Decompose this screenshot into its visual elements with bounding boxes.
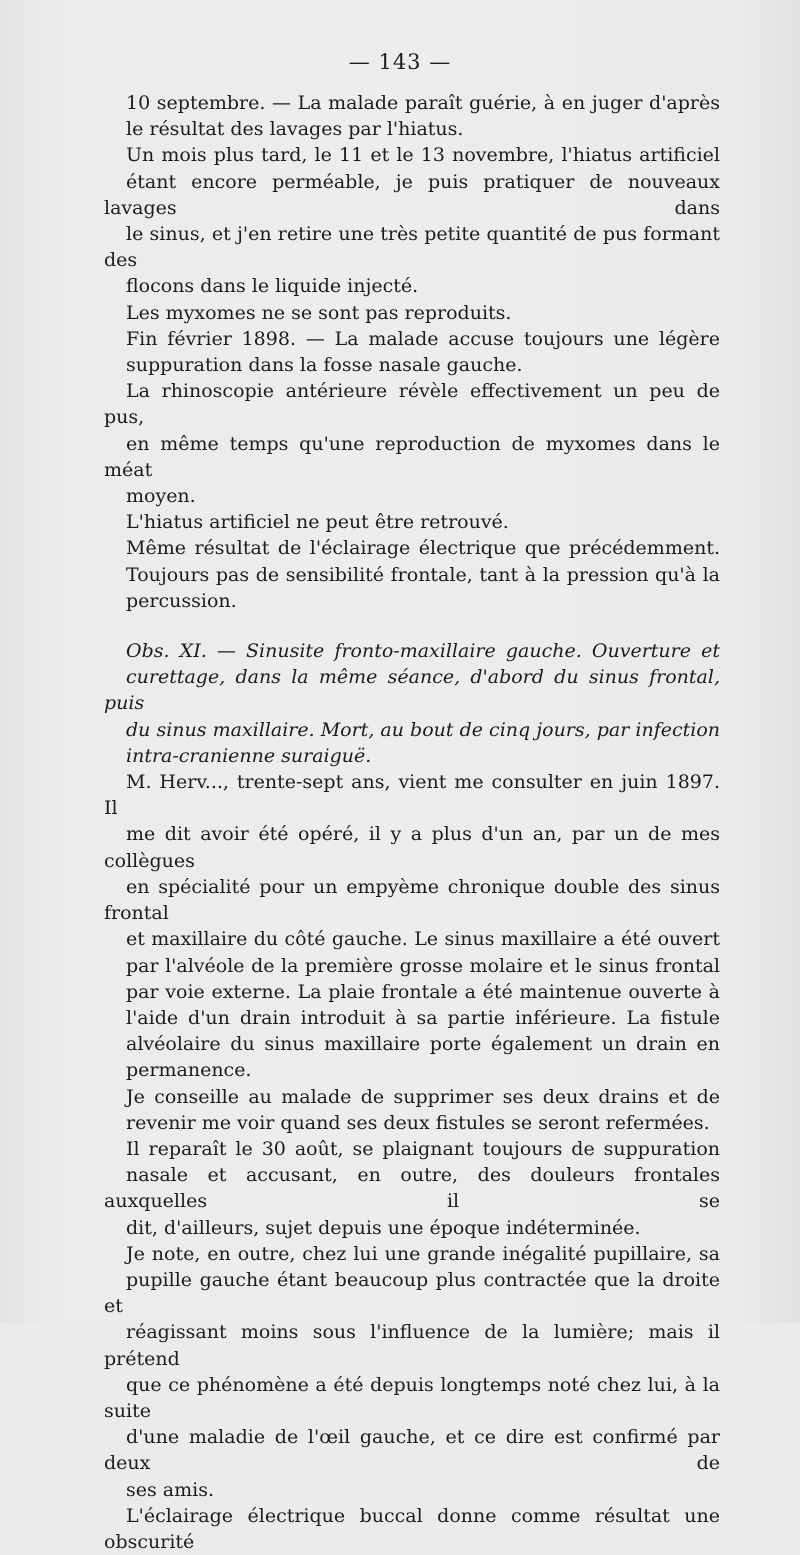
paragraph-eclairage-buccal <box>104 1503 720 1555</box>
text-line: en même temps qu'une reproduction de myxomes dans le méat <box>104 432 720 481</box>
paragraph-rhinoscopie <box>104 378 720 509</box>
text-line: Les myxomes ne se sont pas reproduits. <box>126 301 512 324</box>
text-line: percussion. <box>126 589 237 612</box>
text-line: flocons dans le liquide injecté. <box>126 275 419 298</box>
text-line: l'aide d'un drain introduit à sa partie inférieure. La fistule <box>126 1006 720 1029</box>
paragraph-m-herv <box>104 769 720 1083</box>
text-line: me dit avoir été opéré, il y a plus d'un an, par un de mes collègues <box>104 823 720 872</box>
text-line: M. Herv..., trente-sept ans, vient me consulter en juin 1897. Il <box>104 771 720 820</box>
text-line: par l'alvéole de la première grosse molaire et le sinus frontal <box>126 954 720 977</box>
paragraph-fin-fevrier <box>104 326 720 378</box>
text-line: réagissant moins sous l'influence de la lumière; mais il prétend <box>104 1321 720 1370</box>
paragraph-30-aout <box>104 1136 720 1241</box>
text-line: Je note, en outre, chez lui une grande inégalité pupillaire, sa <box>126 1242 720 1265</box>
text-line: que ce phénomène a été depuis longtemps noté chez lui, à la suite <box>104 1373 720 1422</box>
text-line: Même résultat de l'éclairage électrique que précédemment. <box>126 537 720 560</box>
text-line: pupille gauche étant beaucoup plus contractée que la droite et <box>104 1268 720 1318</box>
text-line: en spécialité pour un empyème chronique double des sinus frontal <box>104 875 720 925</box>
text-line: La rhinoscopie antérieure révèle effectivement un peu de pus, <box>104 380 720 429</box>
text-line: Un mois plus tard, le 11 et le 13 novembre, l'hiatus artificiel <box>126 144 720 167</box>
text-line: du sinus maxillaire. Mort, au bout de cinq jours, par infection <box>126 718 720 741</box>
text-line: 10 septembre. — La malade paraît guérie, à en juger d'après <box>126 92 720 114</box>
text-line: nasale et accusant, en outre, des douleurs frontales auxquelles il se <box>104 1164 720 1213</box>
text-line: Obs. XI. — Sinusite fronto-maxillaire gauche. Ouverture et <box>126 640 720 663</box>
text-line: curettage, dans la même séance, d'abord du sinus frontal, puis <box>104 666 720 715</box>
page-number: — 143 — <box>348 50 452 74</box>
text-line: alvéolaire du sinus maxillaire porte également un drain en <box>126 1033 720 1056</box>
text-line: Toujours pas de sensibilité frontale, tant à la pression qu'à la <box>126 563 720 586</box>
text-line: par voie externe. La plaie frontale a été maintenue ouverte à <box>126 980 720 1003</box>
text-line: Fin février 1898. — La malade accuse toujours une légère <box>126 327 720 350</box>
paragraph-pupille <box>104 1241 720 1503</box>
text-line: le résultat des lavages par l'hiatus. <box>126 118 464 141</box>
text-line: étant encore perméable, je puis pratiquer de nouveaux lavages dans <box>104 170 720 219</box>
paragraph-eclairage <box>104 535 720 614</box>
paragraph-conseil <box>104 1084 720 1136</box>
text-line: intra-cranienne suraiguë. <box>126 744 372 767</box>
paragraph-hiatus <box>104 509 720 535</box>
text-line: L'hiatus artificiel ne peut être retrouvé. <box>126 511 509 534</box>
text-line: permanence. <box>126 1059 252 1082</box>
text-line: revenir me voir quand ses deux fistules se seront refermées. <box>126 1111 710 1134</box>
paragraph-novembre-lavages <box>104 142 720 299</box>
observation-heading <box>104 638 720 769</box>
paragraph-myxomes <box>104 300 720 326</box>
text-line: moyen. <box>126 485 196 508</box>
text-line: dit, d'ailleurs, sujet depuis une époque indéterminée. <box>126 1216 641 1239</box>
text-line: le sinus, et j'en retire une très petite quantité de pus formant des <box>104 223 720 272</box>
text-line: ses amis. <box>126 1478 214 1501</box>
text-line: L'éclairage électrique buccal donne comme résultat une obscurité <box>104 1504 720 1553</box>
text-line: suppuration dans la fosse nasale gauche. <box>126 354 523 377</box>
text-line: Je conseille au malade de supprimer ses deux drains et de <box>126 1085 720 1108</box>
body-text <box>104 90 720 1555</box>
text-line: d'une maladie de l'œil gauche, et ce dire est confirmé par deux de <box>104 1426 720 1475</box>
text-line: Il reparaît le 30 août, se plaignant toujours de suppuration <box>126 1137 720 1160</box>
section-gap <box>104 614 720 638</box>
text-line: et maxillaire du côté gauche. Le sinus maxillaire a été ouvert <box>126 928 720 951</box>
paragraph-10-septembre <box>104 90 720 142</box>
